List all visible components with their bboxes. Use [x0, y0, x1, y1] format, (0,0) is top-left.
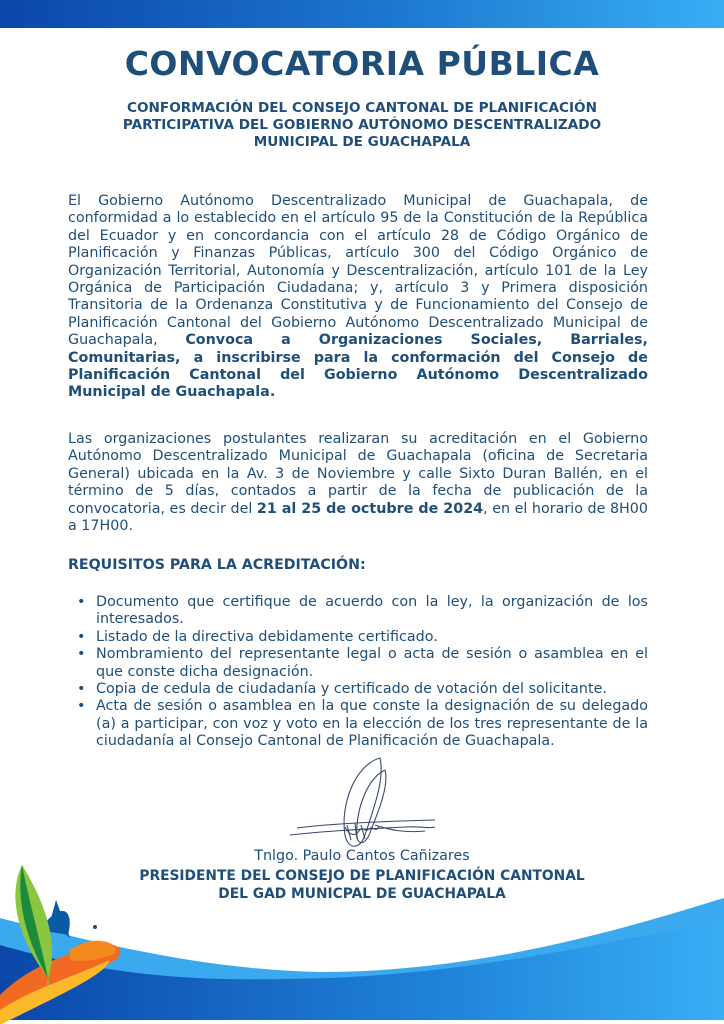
bullet-icon: • — [77, 594, 86, 610]
requirement-item — [68, 594, 648, 629]
footer-wave — [0, 860, 724, 1024]
page-title: CONVOCATORIA PÚBLICA — [124, 44, 600, 83]
intro-text: El Gobierno Autónomo Descentralizado Municipal de Guachapala, de conformidad a lo establecido en el artículo 95 de la Constitución de la República del Ecuador y en concordancia con el artículo 28 de Código Orgánico de Planificación y Finanzas Públicas, artículo 300 del Código Orgánico de Organización Territorial, Autonomía y Descentralización, artículo 101 de la Ley Orgánica de Participación Ciudadana; y, artículo 3 y Primera disposición Transitoria de la Ordenanza Constitutiva y de Funcionamiento del Consejo de Planificación Cantonal del Gobierno Autónomo Descentralizado Municipal de Guachapala, — [68, 193, 648, 349]
requirement-text: Listado de la directiva debidamente certificado. — [96, 628, 438, 645]
requirement-text: Acta de sesión o asamblea en la que conste la designación de su delegado (a) a participar, con voz y voto en la elección de los tres representante de la ciudadanía al Consejo Cantonal de Planificación de Guachapala. — [96, 698, 648, 750]
bullet-icon: • — [77, 628, 86, 645]
subtitle — [60, 100, 664, 151]
requirement-item — [68, 698, 648, 750]
signatory-name: Tnlgo. Paulo Cantos Cañizares — [254, 848, 470, 864]
date-range: 21 al 25 de octubre de 2024 — [256, 500, 484, 517]
signatory-role-line: PRESIDENTE DEL CONSEJO DE PLANIFICACIÓN CANTONAL — [139, 868, 585, 884]
accreditation-text-after: , en el horario de 8H00 a 17H00. — [68, 500, 648, 535]
requirement-text: Nombramiento del representante legal o acta de sesión o asamblea en el que conste dicha designación. — [96, 646, 648, 680]
handwritten-signature — [285, 755, 445, 855]
requirements-list — [68, 594, 648, 751]
accreditation-paragraph — [68, 431, 648, 535]
subtitle-line: PARTICIPATIVA DEL GOBIERNO AUTÓNOMO DESCENTRALIZADO — [122, 117, 602, 133]
accreditation-text-before: Las organizaciones postulantes realizaran su acreditación en el Gobierno Autónomo Descentralizado Municipal de Guachapala (oficina de Secretaria General) ubicada en la Av. 3 de Noviembre y calle Sixto Duran Ballén, en el término de 5 días, contados a partir de la fecha de publicación de la convocatoria, es decir del — [68, 431, 648, 517]
requirement-item — [68, 681, 648, 698]
requirement-item — [68, 646, 648, 681]
subtitle-line: CONFORMACIÓN DEL CONSEJO CANTONAL DE PLANIFICACIÓN — [127, 100, 597, 116]
top-banner — [0, 0, 724, 28]
requirement-text: Documento que certifique de acuerdo con la ley, la organización de los interesados. — [96, 594, 648, 628]
bullet-icon: • — [77, 681, 86, 698]
bullet-icon: • — [77, 646, 86, 663]
requirements-title: REQUISITOS PARA LA ACREDITACIÓN: — [68, 557, 366, 573]
intro-bold-text: Convoca a Organizaciones Sociales, Barriales, Comunitarias, a inscribirse para la conformación del Consejo de Planificación Cantonal del Gobierno Autónomo Descentralizado Municipal de Guachapala. — [68, 332, 648, 401]
requirement-item — [68, 629, 648, 646]
intro-paragraph — [68, 193, 648, 402]
subtitle-line: MUNICIPAL DE GUACHAPALA — [253, 134, 471, 150]
bullet-icon: • — [77, 698, 86, 715]
signatory-role-line: DEL GAD MUNICPAL DE GUACHAPALA — [218, 886, 506, 902]
requirement-text: Copia de cedula de ciudadanía y certificado de votación del solicitante. — [96, 681, 607, 698]
